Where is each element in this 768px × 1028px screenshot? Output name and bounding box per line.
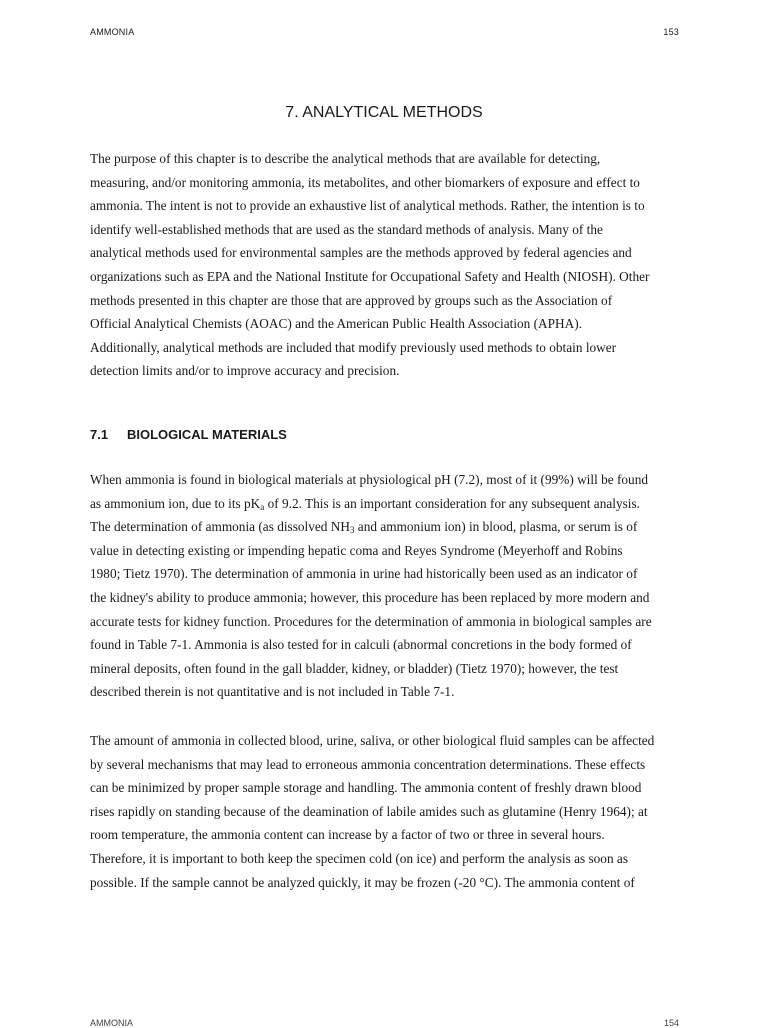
intro-line: measuring, and/or monitoring ammonia, its metabolites, and other biomarkers of exposure and effect to [90,174,640,190]
section-number: 7.1 [90,427,109,442]
intro-line: analytical methods used for environmental samples are the methods approved by federal agencies and [90,245,632,261]
biological-materials-paragraph-2 [90,729,690,894]
section-heading [90,427,287,442]
paragraph-line: found in Table 7-1. Ammonia is also tested for in calculi (abnormal concretions in the body formed of [90,637,632,653]
paragraph-line: The amount of ammonia in collected blood, urine, saliva, or other biological fluid samples can be affected [90,733,655,748]
paragraph-line [90,515,690,539]
paragraph-line: possible. If the sample cannot be analyzed quickly, it may be frozen (-20 °C). The ammonia content of [90,874,635,890]
paragraph-line: mineral deposits, often found in the gall bladder, kidney, or bladder) (Tietz 1970); however, the test [90,660,619,676]
intro-line: detection limits and/or to improve accuracy and precision. [90,363,400,379]
paragraph-line: When ammonia is found in biological materials at physiological pH (7.2), most of it (99%) will be found [90,472,648,487]
subscript-a: a [260,501,265,512]
paragraph-line: room temperature, the ammonia content can increase by a factor of two or three in several hours. [90,827,605,843]
text-fragment: as ammonium ion, due to its pK [90,495,261,511]
intro-line: identify well-established methods that are used as the standard methods of analysis. Many of the [90,221,603,237]
intro-line: Official Analytical Chemists (AOAC) and the American Public Health Association (APHA). [90,316,583,332]
paragraph-line: can be minimized by proper sample storage and handling. The ammonia content of freshly drawn blood [90,780,642,796]
text-fragment: of 9.2. This is an important consideration for any subsequent analysis. [264,495,640,511]
subscript-3: 3 [349,525,355,536]
paragraph-line: rises rapidly on standing because of the deamination of labile amides such as glutamine (Henry 1964); at [90,803,648,819]
running-header-page-number: 153 [663,27,679,37]
paragraph-line: by several mechanisms that may lead to erroneous ammonia concentration determinations. These effects [90,756,646,772]
running-footer-page-number: 154 [663,1018,679,1028]
paragraph-line: value in detecting existing or impending hepatic coma and Reyes Syndrome (Meyerhoff and Robins [90,542,623,558]
intro-line: organizations such as EPA and the National Institute for Occupational Safety and Health (NIOSH). Other [90,268,650,284]
paragraph-line: the kidney's ability to produce ammonia; however, this procedure has been replaced by more modern and [90,589,650,605]
paragraph-line: accurate tests for kidney function. Procedures for the determination of ammonia in biological samples are [90,613,652,629]
intro-line: The purpose of this chapter is to describe the analytical methods that are available for detecting, [90,151,601,166]
intro-paragraph [90,147,690,383]
text-fragment: and ammonium ion) in blood, plasma, or serum is of [354,519,638,535]
intro-line: ammonia. The intent is not to provide an exhaustive list of analytical methods. Rather, the intention is to [90,198,645,214]
text-fragment: The determination of ammonia (as dissolved NH [90,519,350,535]
intro-line: Additionally, analytical methods are included that modify previously used methods to obtain lower [90,339,617,355]
biological-materials-paragraph-1 [90,468,690,704]
running-header-title: AMMONIA [90,27,135,37]
intro-line: methods presented in this chapter are those that are approved by groups such as the Association of [90,292,613,308]
paragraph-line: Therefore, it is important to both keep the specimen cold (on ice) and perform the analysis as soon as [90,850,628,866]
paragraph-line: 1980; Tietz 1970). The determination of ammonia in urine had historically been used as an indicator of [90,566,638,582]
paragraph-line [90,492,690,516]
chapter-title: 7. ANALYTICAL METHODS [285,104,483,121]
paragraph-line: described therein is not quantitative and is not included in Table 7-1. [90,684,455,700]
section-title: BIOLOGICAL MATERIALS [127,427,287,442]
running-footer-title: AMMONIA [90,1018,134,1028]
